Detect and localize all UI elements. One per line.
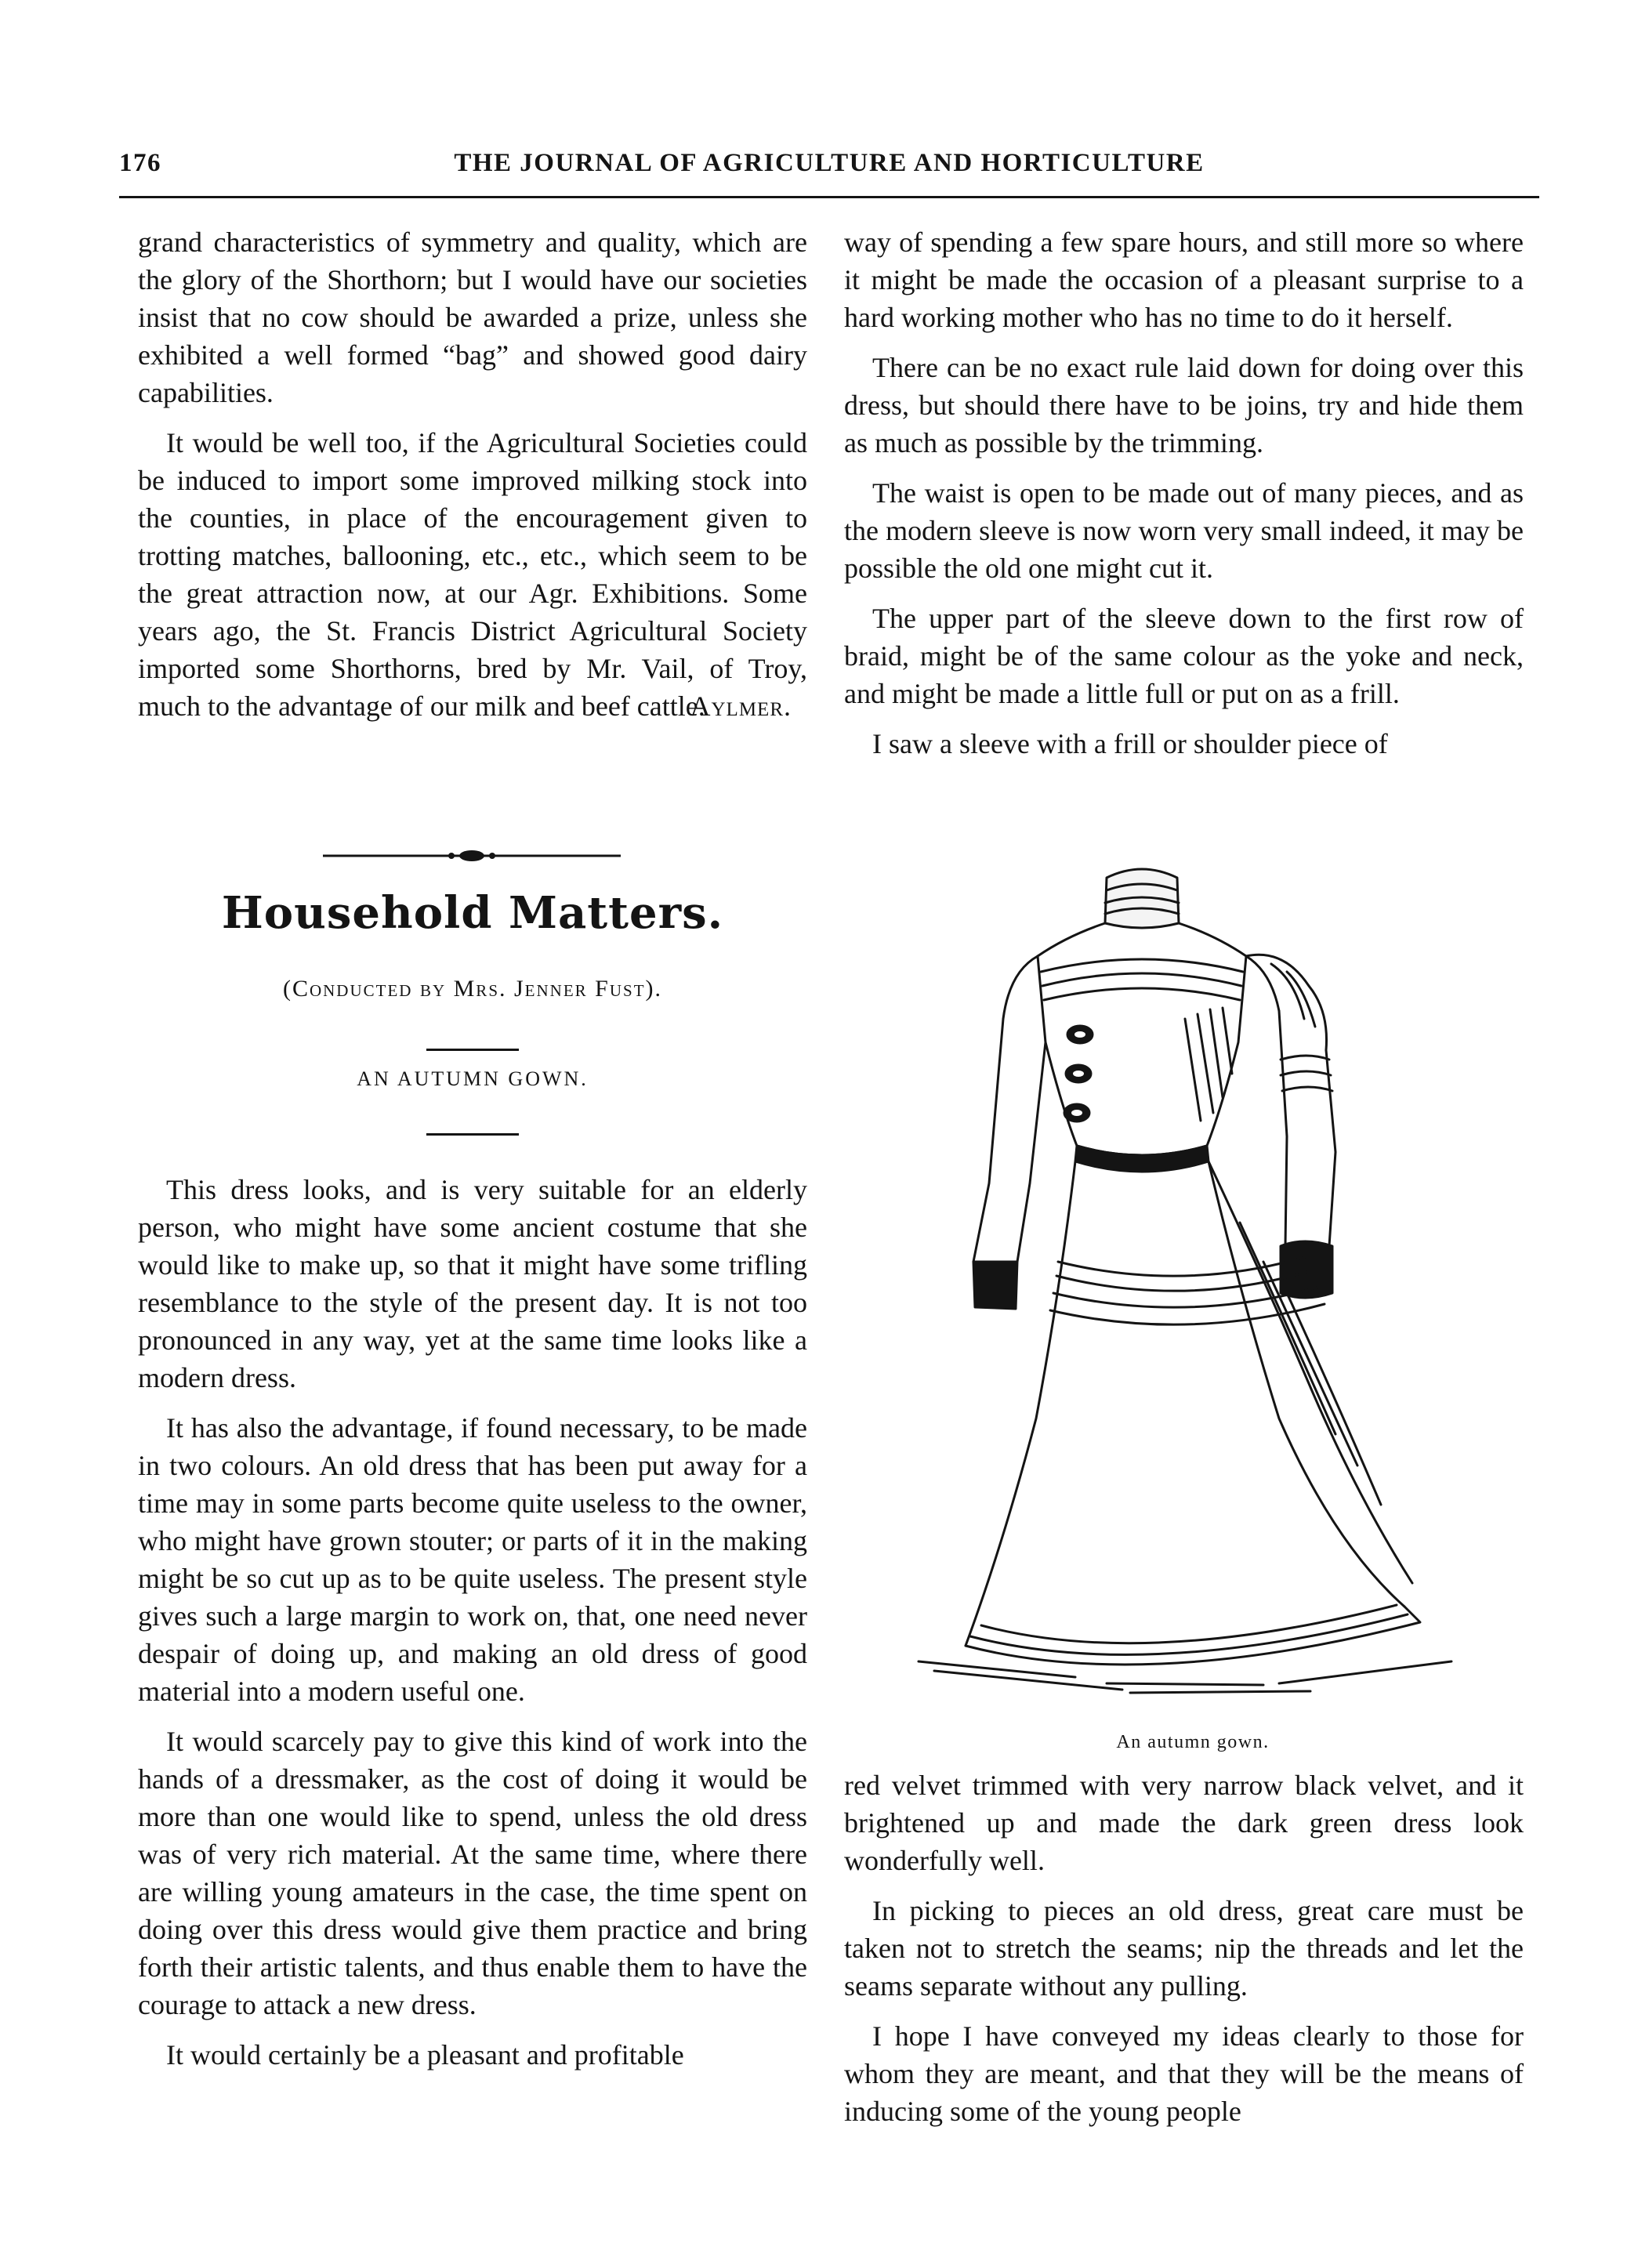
- paragraph: It has also the advantage, if found necessary, to be made in two colours. An old dress that has been put away for a time may in some parts become quite useless to the owner, who might have grown stouter; or parts of it in the making might be so cut up as to be quite useless. The present style gives such a large margin to work on, that, one need never despair of doing up, and making an old dress of good material into a modern useful one.: [138, 1412, 807, 1707]
- paragraph: It would be well too, if the Agricultural Societies could be induced to import some improved milking stock into the counties, in place of the encouragement given to trotting matches, ballooning, etc., etc., which seem to be the great attraction now, at our Agr. Exhibitions. Some years ago, the St. Francis District Agricultural Society imported some Shorthorns, bred by Mr. Vail, of Troy, much to the advantage of our milk and beef cattle.: [138, 427, 807, 722]
- left-column-previous-article: [138, 223, 807, 737]
- section-heading: Household Matters.: [221, 887, 724, 939]
- page-number: 176: [119, 149, 161, 177]
- gown-drawing: [872, 854, 1514, 1732]
- running-head: [119, 146, 1539, 177]
- paragraph: The upper part of the sleeve down to the first row of braid, might be of the same colour as the yoke and neck, and might be made a little full or put on as a frill.: [844, 603, 1524, 709]
- paragraph: The waist is open to be made out of many pieces, and as the modern sleeve is now worn very small indeed, it may be possible the old one might cut it.: [844, 477, 1524, 584]
- paragraph: It would certainly be a pleasant and profitable: [166, 2039, 684, 2071]
- journal-title: THE JOURNAL OF AGRICULTURE AND HORTICULTURE: [454, 149, 1205, 177]
- section-byline: (Conducted by Mrs. Jenner Fust).: [282, 976, 663, 1002]
- right-column-bottom: [844, 1766, 1524, 2143]
- paragraph: I saw a sleeve with a frill or shoulder piece of: [872, 728, 1388, 759]
- right-column-top: [844, 223, 1524, 775]
- paragraph: grand characteristics of symmetry and quality, which are the glory of the Shorthorn; but I would have our societies insist that no cow should be awarded a prize, unless she exhibited a well formed “bag” and showed good dairy capabilities.: [138, 226, 807, 408]
- title-rule-bottom: [426, 1133, 519, 1136]
- ornament-divider: [323, 846, 621, 865]
- figure-caption: An autumn gown.: [1116, 1732, 1270, 1752]
- paragraph: There can be no exact rule laid down for doing over this dress, but should there have to be joins, try and hide them as much as possible by the trimming.: [844, 352, 1524, 458]
- paragraph: This dress looks, and is very suitable for an elderly person, who might have some ancient costume that she would like to make up, so that it might have some trifling resemblance to the style of the present day. It is not too pronounced in any way, yet at the same time looks like a modern dress.: [138, 1174, 807, 1393]
- paragraph: It would scarcely pay to give this kind of work into the hands of a dressmaker, as the cost of doing it would be more than one would like to spend, unless the old dress was of very rich material. At the same time, where there are willing young amateurs in the case, the time spent on doing over this dress would give them practice and bring forth their artistic talents, and thus enable them to have the courage to attack a new dress.: [138, 1726, 807, 2020]
- gown-illustration: [872, 854, 1514, 1732]
- paragraph: I hope I have conveyed my ideas clearly to those for whom they are meant, and that they will be the means of inducing some of the young people: [844, 2020, 1524, 2127]
- article-title: AN AUTUMN GOWN.: [357, 1067, 589, 1090]
- title-rule-top: [426, 1049, 519, 1051]
- paragraph: red velvet trimmed with very narrow black velvet, and it brightened up and made the dark green dress look wonderfully well.: [844, 1770, 1524, 1876]
- paragraph: way of spending a few spare hours, and still more so where it might be made the occasion of a pleasant surprise to a hard working mother who has no time to do it herself.: [844, 226, 1524, 333]
- header-rule: [119, 196, 1539, 198]
- left-column-article: [138, 1171, 807, 2086]
- paragraph: In picking to pieces an old dress, great care must be taken not to stretch the seams; nip the threads and let the seams separate without any pulling.: [844, 1895, 1524, 2002]
- author-signature: Aylmer.: [690, 690, 792, 722]
